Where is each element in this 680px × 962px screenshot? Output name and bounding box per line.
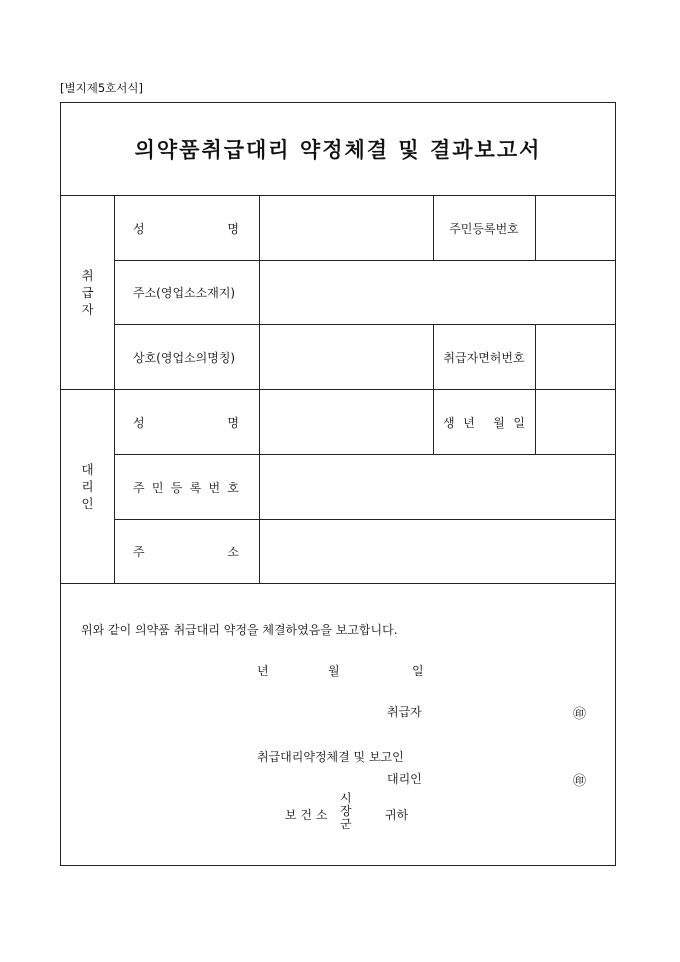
section-divider — [61, 583, 615, 584]
handler-resident-no-label: 주민등록번호 — [449, 221, 519, 236]
agent-address-label: 주 소 — [133, 545, 239, 559]
handler-address-label: 주소(영업소소재지) — [133, 286, 236, 300]
recipient-suffix: 귀하 — [385, 808, 409, 822]
agent-address-field[interactable] — [260, 520, 615, 583]
form-title: 의약품취급대리 약정체결 및 결과보고서 — [134, 137, 542, 162]
handler-name-label: 성 명 — [133, 221, 239, 236]
declaration-statement: 위와 같이 의약품 취급대리 약정을 체결하였음을 보고합니다. — [81, 623, 398, 637]
report-form — [60, 102, 616, 866]
recipient-prefix: 보 건 소 — [285, 808, 328, 822]
agent-birth-field[interactable] — [536, 390, 615, 454]
agent-resident-no-label: 주 민 등 록 번 호 — [133, 480, 239, 495]
agent-seal-mark: ㊞ — [573, 774, 587, 789]
agent-resident-no-field[interactable] — [260, 455, 615, 519]
handler-group-label: 취 급 자 — [81, 268, 94, 317]
handler-resident-no-field[interactable] — [536, 196, 615, 260]
recipient-options: 시 장 군 — [340, 791, 352, 831]
title-row — [61, 103, 615, 196]
agent-name-label: 성 명 — [133, 415, 239, 430]
handler-seal-mark: ㊞ — [573, 707, 587, 722]
handler-license-no-label: 취급자면허번호 — [443, 350, 525, 365]
form-label: [별지제5호서식] — [60, 81, 143, 95]
handler-name-field[interactable] — [260, 196, 433, 260]
date-year-label: 년 — [257, 664, 269, 678]
handler-address-field[interactable] — [260, 261, 615, 324]
agent-sign-label: 대리인 — [387, 772, 422, 786]
agent-birth-label: 생 년 월 일 — [443, 415, 525, 430]
reporter-label: 취급대리약정체결 및 보고인 — [257, 750, 404, 764]
col-divider — [114, 196, 115, 583]
handler-trade-name-label: 상호(영업소의명칭) — [133, 350, 236, 365]
handler-trade-name-field[interactable] — [260, 325, 433, 389]
agent-name-field[interactable] — [260, 390, 433, 454]
date-day-label: 일 — [412, 664, 424, 678]
date-month-label: 월 — [328, 664, 340, 678]
col-divider — [433, 390, 434, 454]
handler-sign-label: 취급자 — [387, 705, 422, 719]
agent-group-label: 대 리 인 — [81, 462, 94, 511]
handler-license-no-field[interactable] — [536, 325, 615, 389]
